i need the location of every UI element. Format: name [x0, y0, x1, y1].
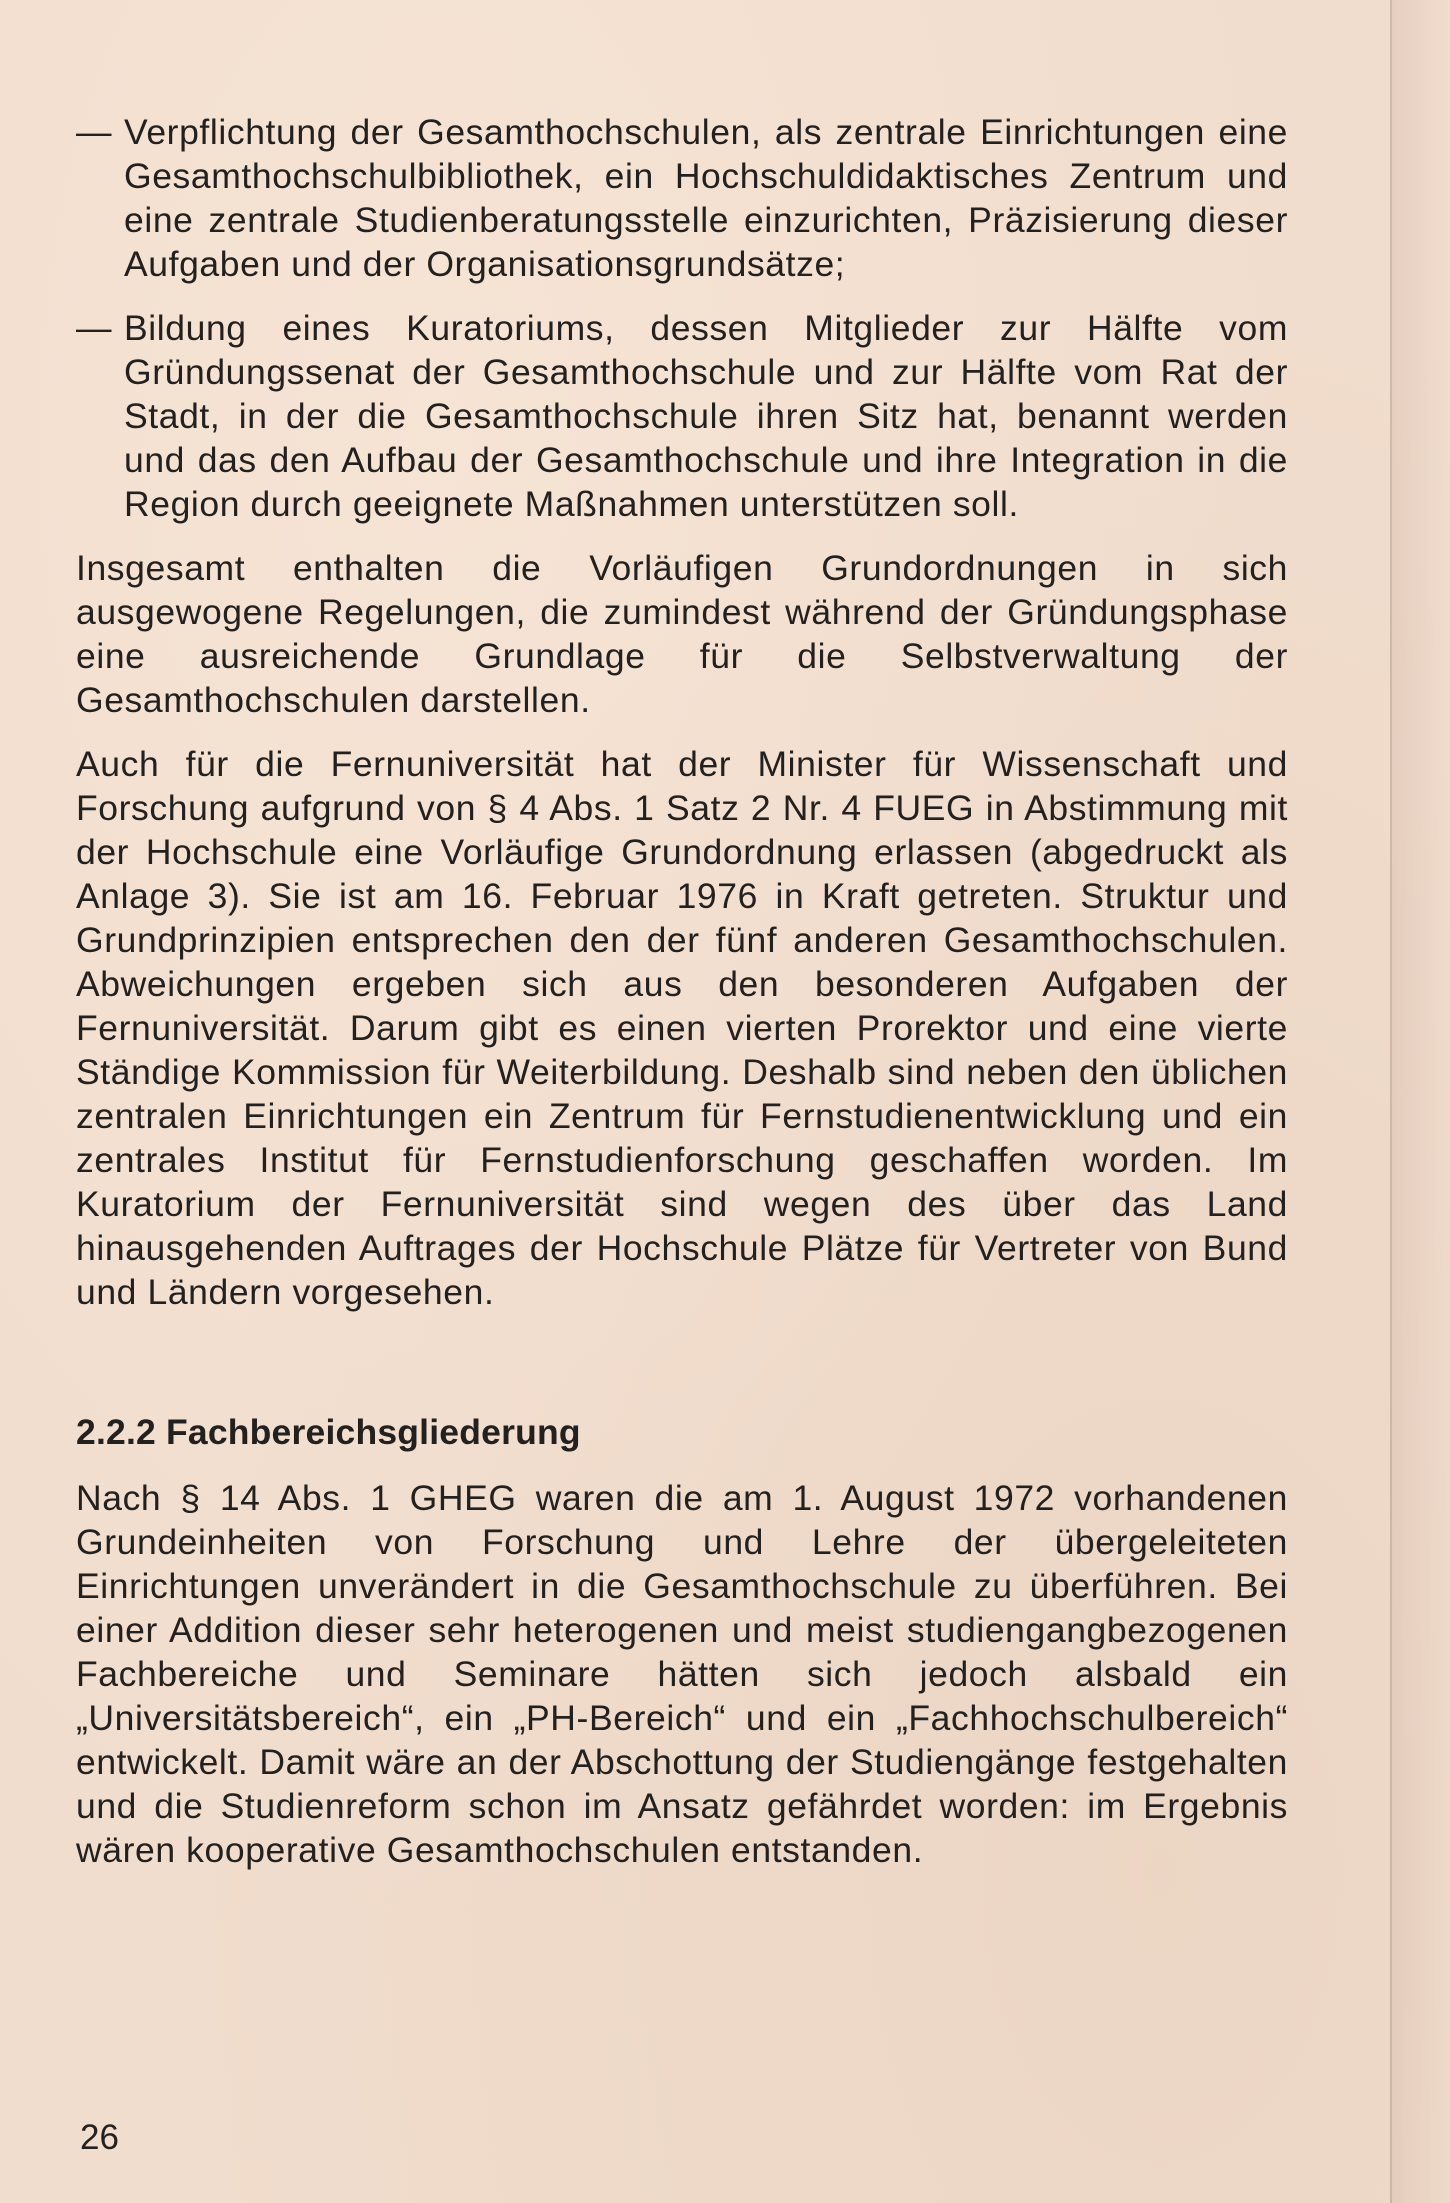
bullet-text: Verpflichtung der Gesamthochschulen, als zentrale Einrichtungen eine Gesamthochschulbibliothek, ein Hochschuldidaktisches Zentrum und eine zentrale Studienberatungsstelle einzurichten, Präzisierung dieser Aufgaben und der Organisationsgrundsätze;	[124, 112, 1288, 284]
dash-marker: —	[76, 308, 113, 348]
paragraph-summary: Insgesamt enthalten die Vorläufigen Grundordnungen in sich ausgewogene Regelungen, die zumindest während der Gründungsphase eine ausreichende Grundlage für die Selbstverwaltung der Gesamthochschulen darstellen.	[76, 548, 1288, 720]
page-edge-line	[1390, 0, 1392, 2203]
page-content	[76, 110, 1288, 1892]
section-heading: 2.2.2 Fachbereichsgliederung	[76, 1412, 581, 1452]
bullet-item-1	[76, 110, 1288, 286]
page-edge-shadow	[1392, 0, 1450, 2203]
dash-marker: —	[76, 112, 113, 152]
paragraph-fernuniversitaet: Auch für die Fernuniversität hat der Minister für Wissenschaft und Forschung aufgrund von § 4 Abs. 1 Satz 2 Nr. 4 FUEG in Abstimmung mit der Hochschule eine Vorläufige Grundordnung erlassen (abgedruckt als Anlage 3). Sie ist am 16. Februar 1976 in Kraft getreten. Struktur und Grundprinzipien entsprechen den der fünf anderen Gesamthochschulen. Abweichungen ergeben sich aus den besonderen Aufgaben der Fernuniversität. Darum gibt es einen vierten Prorektor und eine vierte Ständige Kommission für Weiterbildung. Deshalb sind neben den üblichen zentralen Einrichtungen ein Zentrum für Fernstudienentwicklung und ein zentrales Institut für Fernstudienforschung geschaffen worden. Im Kuratorium der Fernuniversität sind wegen des über das Land hinausgehenden Auftrages der Hochschule Plätze für Vertreter von Bund und Ländern vorgesehen.	[76, 744, 1288, 1312]
page-number: 26	[80, 2118, 119, 2157]
bullet-item-2	[76, 306, 1288, 526]
bullet-text: Bildung eines Kuratoriums, dessen Mitglieder zur Hälfte vom Gründungssenat der Gesamthochschule und zur Hälfte vom Rat der Stadt, in der die Gesamthochschule ihren Sitz hat, benannt werden und das den Aufbau der Gesamthochschule und ihre Integration in die Region durch geeignete Maßnahmen unterstützen soll.	[124, 308, 1288, 524]
paragraph-fachbereichsgliederung: Nach § 14 Abs. 1 GHEG waren die am 1. August 1972 vorhandenen Grundeinheiten von Forschung und Lehre der übergeleiteten Einrichtungen unverändert in die Gesamthochschule zu überführen. Bei einer Addition dieser sehr heterogenen und meist studiengangbezogenen Fachbereiche und Seminare hätten sich jedoch alsbald ein „Universitätsbereich“, ein „PH-Bereich“ und ein „Fachhochschulbereich“ entwickelt. Damit wäre an der Abschottung der Studiengänge festgehalten und die Studienreform schon im Ansatz gefährdet worden: im Ergebnis wären kooperative Gesamthochschulen entstanden.	[76, 1478, 1288, 1870]
